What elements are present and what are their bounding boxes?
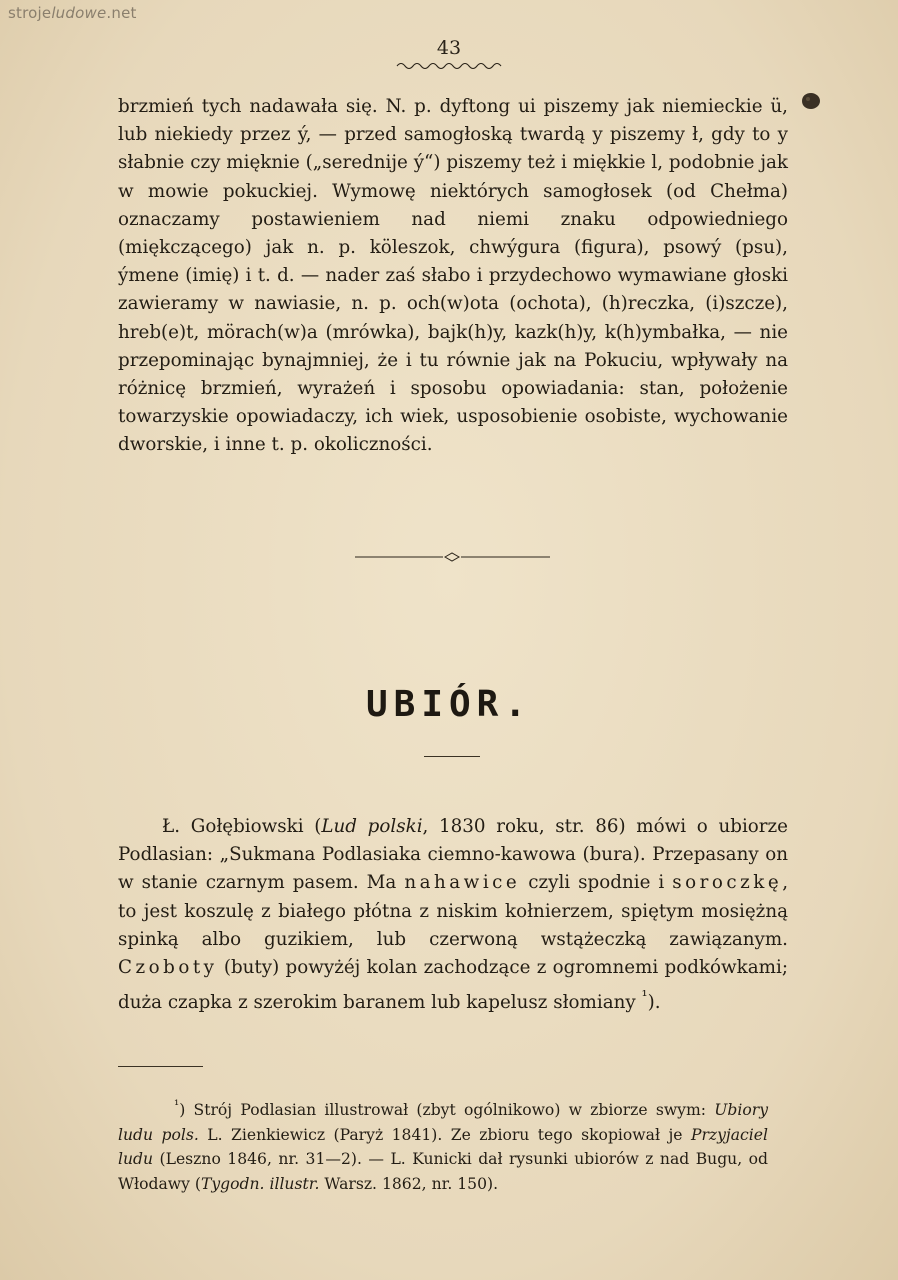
- site-watermark: [8, 4, 137, 22]
- page-number: 43: [436, 37, 462, 59]
- p2-seg-3: czyli spodnie i: [520, 872, 673, 894]
- section-heading: UBIÓR.: [365, 684, 533, 725]
- footnote: [118, 1094, 768, 1196]
- fn-title-tygodn: Tygodn. illustr.: [200, 1174, 320, 1193]
- p2-seg-4: , to jest koszulę z białego płótna z niskim kołnierzem, spiętym mosiężną spinką albo guzikiem, lub czerwoną wstążeczką zawiązanym.: [118, 872, 789, 950]
- p2-title-lud-polski: Lud polski: [321, 816, 423, 837]
- ink-blot-icon: [800, 92, 822, 110]
- watermark-suffix: .net: [106, 4, 137, 22]
- heading-underline: [424, 756, 480, 757]
- p2-term-czoboty: Czoboty: [118, 957, 218, 979]
- watermark-italic: ludowe: [51, 4, 107, 22]
- p2-seg-2: , 1830 roku, str. 86) mówi o ubiorze Podlasian: „Sukmana Podlasiaka ciemno-kawowa (bura). Przepasany on w stanie czarnym pasem. Ma: [118, 816, 788, 894]
- paragraph-clothing: [118, 813, 788, 1018]
- footnote-mark: ¹: [174, 1098, 180, 1113]
- paragraph-pronunciation: [118, 93, 788, 460]
- paragraph-2-text: [118, 813, 788, 1018]
- p2-term-soroczke: soroczkę: [672, 872, 783, 894]
- p2-term-nahawice: nahawice: [404, 872, 521, 894]
- p2-seg-1: Ł. Gołębiowski (: [162, 816, 322, 837]
- fn-seg-4: Warsz. 1862, nr. 150).: [319, 1174, 499, 1193]
- fn-title-przyjaciel: Przyjaciel ludu: [118, 1125, 768, 1169]
- fn-seg-3: (Leszno 1846, nr. 31—2). — L. Kunicki dał rysunki ubiorów z nad Bugu, od Włodawy (: [118, 1150, 768, 1193]
- p2-seg-6: ).: [647, 992, 661, 1014]
- fn-seg-2: L. Zienkiewicz (Paryż 1841). Ze zbioru tego skopiował je: [198, 1125, 691, 1144]
- section-divider-icon: [355, 550, 550, 564]
- paragraph-1-text: brzmień tych nadawała się. N. p. dyftong ui piszemy jak niemieckie ü, lub niekiedy przez ý, — przed samogłoską twardą y piszemy ł, gdy to y słabnie czy mięknie („serednije ý“) piszemy też i miękkie l, podobnie jak w mowie pokuckiej. Wymowę niektórych samogłosek (od Chełma) oznaczamy postawieniem nad niemi znaku odpowiedniego (miękczącego) jak n. p. köleszok, chwýgura (figura), psowý (psu), ýmene (imię) i t. d. — nader zaś słabo i przydechowo wymawiane głoski zawieramy w nawiasie, n. p. och(w)ota (ochota), (h)reczka, (i)szcze), hreb(e)t, mörach(w)a (mrówka), bajk(h)y, kazk(h)y, k(h)ymbałka, — nie przepominając bynajmniej, że i tu równie jak na Pokuciu, wpływały na różnicę brzmień, wyrażeń i sposobu opowiadania: stan, położenie towarzyskie opowiadaczy, ich wiek, usposobienie osobiste, wychowanie dworskie, i inne t. p. okoliczności.: [118, 96, 788, 456]
- fn-title-ubiory: Ubiory ludu pols.: [118, 1101, 768, 1144]
- watermark-prefix: stroje: [8, 4, 52, 22]
- footnote-separator: [118, 1066, 203, 1067]
- footnote-text: [118, 1094, 768, 1196]
- p2-seg-5: (buty) powyżéj kolan zachodzące z ogromnemi podkówkami; duża czapka z szerokim baranem lub kapelusz słomiany: [118, 957, 788, 1014]
- wavy-ornament-icon: [395, 60, 505, 72]
- footnote-reference: ¹: [641, 987, 648, 1006]
- fn-seg-1: ) Strój Podlasian illustrował (zbyt ogólnikowo) w zbiorze swym:: [179, 1101, 715, 1120]
